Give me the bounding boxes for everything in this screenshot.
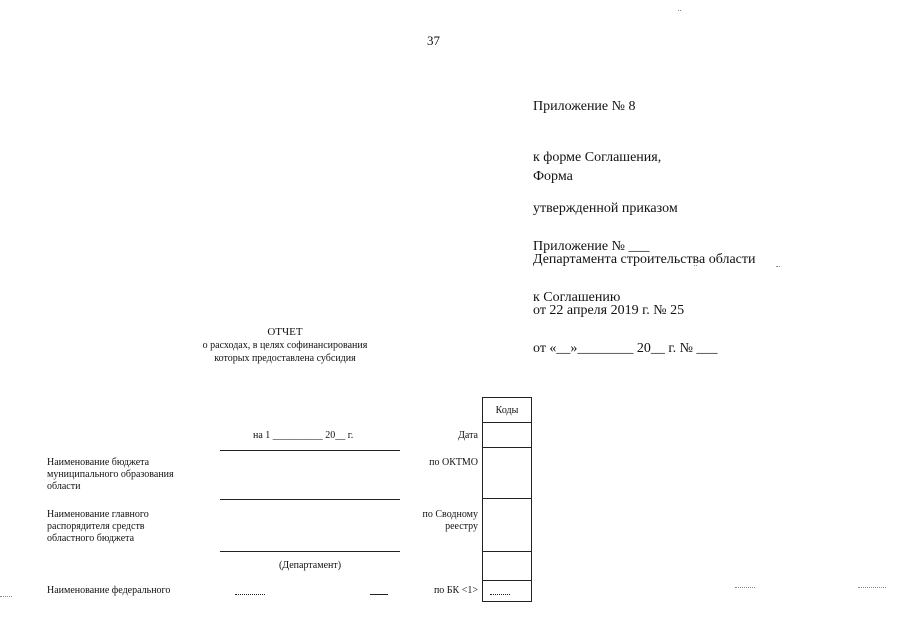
federal-name-label: Наименование федерального — [47, 585, 171, 596]
codes-divider — [482, 447, 532, 448]
scan-speck — [694, 265, 697, 266]
appendix-header-line: от 22 апреля 2019 г. № 25 — [533, 303, 685, 318]
appendix-blank-line: Приложение № ___ — [533, 239, 650, 254]
fill-line — [220, 450, 400, 451]
appendix-blank-line: к Соглашению — [533, 290, 621, 305]
report-title-line: о расходах, в целях софинансирования — [202, 340, 368, 351]
codes-header: Коды — [495, 405, 519, 416]
scan-speck — [0, 596, 12, 597]
chief-manager-label: Наименование главного распорядителя средств областного бюджета — [47, 509, 149, 544]
appendix-header-line: к форме Соглашения, — [533, 150, 662, 165]
department-caption: (Департамент) — [278, 560, 342, 571]
codes-column — [482, 397, 532, 602]
date-label: Дата — [458, 430, 478, 441]
form-label: Форма — [533, 169, 573, 184]
page-number: 37 — [427, 33, 440, 48]
appendix-header-line: утвержденной приказом — [533, 201, 678, 216]
codes-divider — [482, 580, 532, 581]
scan-speck — [858, 587, 886, 588]
scan-speck — [735, 587, 755, 588]
report-title — [150, 326, 420, 365]
appendix-blank — [533, 204, 717, 374]
appendix-blank-line: от «__»________ 20__ г. № ___ — [533, 341, 718, 356]
date-line: на 1 __________ 20__ г. — [253, 430, 354, 441]
codes-divider — [482, 551, 532, 552]
summary-registry-label: по Сводному реестру — [422, 509, 478, 532]
appendix-header-line: Приложение № 8 — [533, 99, 636, 114]
scan-speck — [678, 10, 681, 11]
budget-name-label: Наименование бюджета муниципального образования области — [47, 457, 174, 492]
fill-line — [235, 594, 265, 595]
report-title-line: которых предоставлена субсидия — [214, 353, 356, 364]
codes-divider — [482, 422, 532, 423]
bk-label: по БК <1> — [433, 585, 478, 596]
codes-divider — [482, 498, 532, 499]
fill-line — [220, 551, 400, 552]
appendix-header-line: Департамента строительства области — [533, 252, 756, 267]
fill-line — [490, 594, 510, 595]
scan-speck — [776, 266, 780, 267]
oktmo-label: по ОКТМО — [429, 457, 478, 468]
report-title-main: ОТЧЕТ — [267, 326, 303, 338]
fill-line — [370, 594, 388, 595]
fill-line — [220, 499, 400, 500]
